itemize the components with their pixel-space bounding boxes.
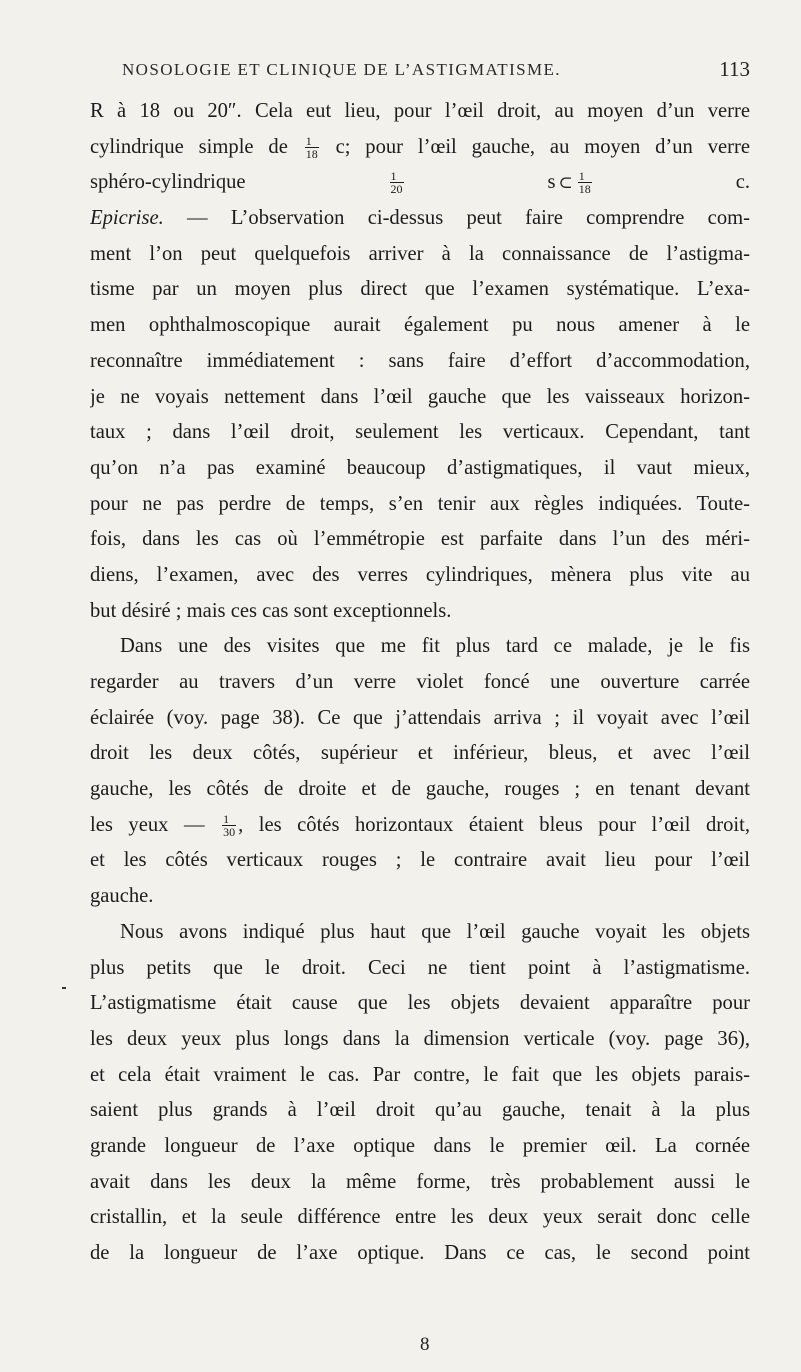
text-line — [90, 237, 750, 273]
fraction-denominator: 30 — [223, 824, 236, 839]
fraction-numerator: 1 — [222, 813, 236, 826]
text-line — [90, 701, 750, 737]
text-segment: reconnaître immédiatement : sans faire d’effort d’accommodation, — [90, 349, 750, 372]
text-line — [90, 130, 750, 166]
text-segment: tisme par un moyen plus direct que l’examen systématique. L’exa- — [90, 278, 750, 301]
text-segment: cylindrique simple de — [90, 135, 288, 158]
margin-mark — [62, 987, 66, 989]
text-segment: but désiré ; mais ces cas sont exceptionnels. — [90, 599, 452, 622]
text-line — [90, 986, 750, 1022]
text-segment: , les côtés horizontaux étaient bleus pour l’œil droit, — [238, 813, 750, 836]
text-line — [90, 308, 750, 344]
text-line — [90, 1165, 750, 1201]
fraction — [390, 170, 404, 195]
text-segment: L’astigmatisme était cause que les objets devaient apparaître pour — [90, 992, 750, 1015]
fraction-denominator: 20 — [390, 182, 403, 197]
text-segment: les deux yeux plus longs dans la dimension verticale (voy. page 36), — [90, 1027, 750, 1050]
text-line — [90, 522, 750, 558]
page-number: 113 — [719, 57, 750, 81]
text-segment: saient plus grands à l’œil droit qu’au gauche, tenait à la plus — [90, 1099, 750, 1122]
text-line — [90, 1200, 750, 1236]
text-line — [90, 594, 750, 630]
text-line — [90, 380, 750, 416]
fraction-numerator: 1 — [578, 170, 592, 183]
italic-heading: Epicrise. — [90, 207, 164, 230]
text-segment: ment l’on peut quelquefois arriver à la connaissance de l’astigma- — [90, 242, 750, 265]
fraction-denominator: 18 — [305, 146, 318, 161]
text-segment: c; pour l’œil gauche, au moyen d’un verre — [335, 135, 750, 158]
text-segment: men ophthalmoscopique aurait également pu nous amener à le — [90, 314, 750, 337]
text-line — [90, 665, 750, 701]
text-segment: Dans une des visites que me fit plus tard ce malade, je le fis — [120, 635, 750, 658]
body-text — [90, 94, 750, 1272]
page-header — [90, 57, 750, 90]
text-line — [90, 1129, 750, 1165]
fraction — [222, 813, 236, 838]
text-segment: éclairée (voy. page 38). Ce que j’attendais arriva ; il voyait avec l’œil — [90, 706, 750, 729]
running-head: NOSOLOGIE ET CLINIQUE DE L’ASTIGMATISME. — [122, 60, 561, 79]
fraction — [305, 135, 319, 160]
fraction-numerator: 1 — [305, 135, 319, 148]
signature-mark: 8 — [420, 1334, 430, 1355]
text-line — [90, 1236, 750, 1272]
text-line — [90, 1058, 750, 1094]
text-line — [90, 165, 750, 201]
fraction-denominator: 18 — [578, 182, 591, 197]
text-segment: s — [547, 171, 556, 194]
text-line — [90, 629, 750, 665]
text-line — [90, 558, 750, 594]
text-segment: gauche. — [90, 885, 154, 908]
text-segment: droit les deux côtés, supérieur et inférieur, bleus, et avec l’œil — [90, 742, 750, 765]
text-segment: — L’observation ci-dessus peut faire comprendre com- — [163, 207, 750, 230]
text-line — [90, 344, 750, 380]
fraction-numerator: 1 — [390, 170, 404, 183]
text-line — [90, 451, 750, 487]
text-segment: plus petits que le droit. Ceci ne tient point à l’astigmatisme. — [90, 956, 750, 979]
text-segment: diens, l’examen, avec des verres cylindriques, mènera plus vite au — [90, 563, 750, 586]
text-line — [90, 772, 750, 808]
text-segment: taux ; dans l’œil droit, seulement les verticaux. Cependant, tant — [90, 421, 750, 444]
text-segment: sphéro-cylindrique — [90, 171, 246, 194]
text-line — [90, 843, 750, 879]
text-line — [90, 272, 750, 308]
text-segment: et les côtés verticaux rouges ; le contraire avait lieu pour l’œil — [90, 849, 750, 872]
text-line — [90, 808, 750, 844]
text-segment: de la longueur de l’axe optique. Dans ce cas, le second point — [90, 1242, 750, 1264]
text-segment: R à 18 ou 20″. Cela eut lieu, pour l’œil droit, au moyen d’un verre — [90, 100, 750, 122]
text-line — [90, 1022, 750, 1058]
text-line — [90, 915, 750, 951]
text-segment: regarder au travers d’un verre violet foncé une ouverture carrée — [90, 671, 750, 693]
text-segment: Nous avons indiqué plus haut que l’œil gauche voyait les objets — [120, 920, 750, 943]
text-line — [90, 1093, 750, 1129]
text-segment: gauche, les côtés de droite et de gauche, rouges ; en tenant devant — [90, 778, 750, 801]
text-line — [90, 879, 750, 915]
text-segment: les yeux — — [90, 813, 205, 836]
text-line — [90, 94, 750, 130]
combination-symbol: ⊂ — [558, 173, 573, 193]
text-segment: et cela était vraiment le cas. Par contre, le fait que les objets parais- — [90, 1063, 750, 1086]
text-segment: qu’on n’a pas examiné beaucoup d’astigmatiques, il vaut mieux, — [90, 456, 750, 479]
text-segment: pour ne pas perdre de temps, s’en tenir aux règles indiquées. Toute- — [90, 492, 750, 515]
text-line — [90, 201, 750, 237]
text-segment: c. — [735, 171, 750, 194]
text-line — [90, 487, 750, 523]
text-segment: avait dans les deux la même forme, très probablement aussi le — [90, 1170, 750, 1193]
fraction — [578, 170, 592, 195]
text-line — [90, 951, 750, 987]
text-line — [90, 415, 750, 451]
text-segment: cristallin, et la seule différence entre les deux yeux serait donc celle — [90, 1206, 750, 1229]
text-segment: grande longueur de l’axe optique dans le premier œil. La cornée — [90, 1134, 750, 1157]
text-segment: fois, dans les cas où l’emmétropie est parfaite dans l’un des méri- — [90, 528, 750, 551]
text-segment: je ne voyais nettement dans l’œil gauche que les vaisseaux horizon- — [90, 385, 750, 408]
text-line — [90, 736, 750, 772]
